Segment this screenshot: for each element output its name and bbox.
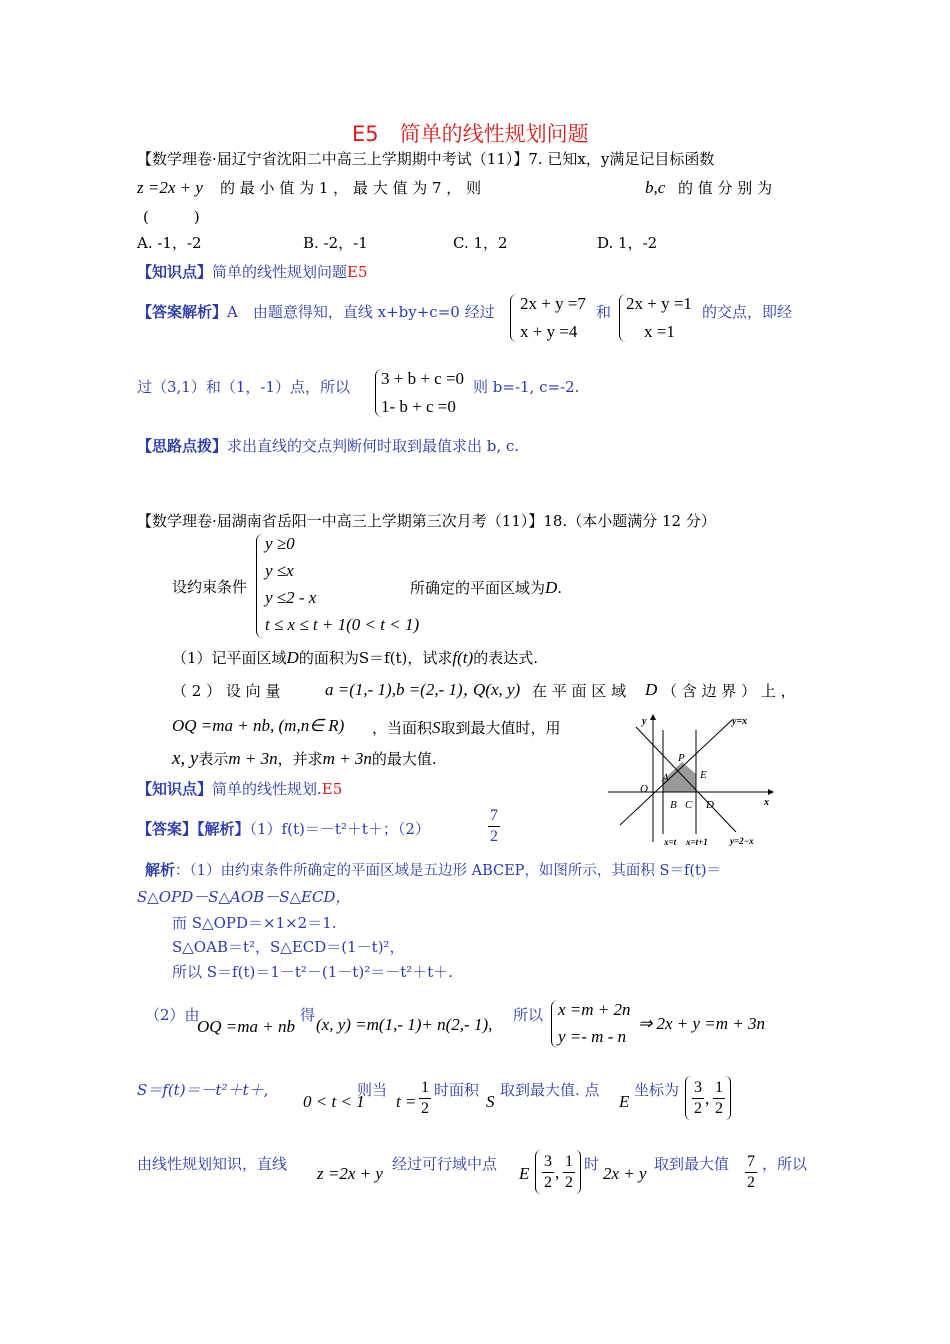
- l3-area: 时面积: [434, 1081, 480, 1099]
- sys2-eq2: x =1: [644, 322, 675, 341]
- point-b-label: B: [670, 799, 677, 811]
- x-eq-t-plus-1-label: x=t+1: [686, 837, 708, 847]
- constraint-1: y ≥0: [265, 534, 295, 553]
- question-1: [172, 648, 538, 668]
- kp-label: 【知识点】: [137, 263, 213, 281]
- l3-pt-comma: ,: [705, 1089, 710, 1108]
- ans2-num: 7: [490, 807, 498, 824]
- l4-c: 经过可行域中点: [392, 1155, 498, 1173]
- q3-c: 取到最大值时，用: [440, 719, 561, 737]
- l3-t: t =: [396, 1092, 417, 1111]
- brace-sys4: [551, 1000, 558, 1048]
- x-axis-label: x: [764, 797, 769, 808]
- q3-b: ，当面积: [372, 719, 433, 737]
- l3-pt-x-num: 3: [694, 1079, 702, 1096]
- q4-e: m + 3n: [322, 749, 372, 768]
- l4-e: E: [519, 1164, 530, 1183]
- bc-vars: b,c: [645, 178, 666, 197]
- option-c: C. 1，2: [453, 234, 508, 252]
- l3-s: S＝f(t)＝－t²＋t＋,: [137, 1081, 269, 1099]
- option-d: D. 1，-2: [597, 234, 658, 252]
- option-a: A. -1，-2: [137, 234, 202, 252]
- l4-max: 取到最大值: [654, 1155, 730, 1173]
- l4-pt-y-num: 1: [565, 1153, 573, 1170]
- q4-xy: x, y: [172, 748, 199, 769]
- problem1-line2-suffix: 的 值 分 别 为: [678, 179, 773, 197]
- answer-2: [137, 820, 430, 838]
- l4-a: 由线性规划知识，直线: [137, 1155, 288, 1173]
- l4-pt-y-den: 2: [565, 1174, 573, 1191]
- constraint-tail-text: 所确定的平面区域为: [410, 579, 546, 597]
- point-d-label: D: [706, 799, 714, 811]
- q2-boundary: （ 含 边 界 ） 上 ，: [662, 682, 796, 700]
- question-2-line1: （ 2 ） 设 向 量: [172, 682, 281, 700]
- sys4-eq1: x =m + 2n: [558, 1000, 631, 1019]
- solution-line4: S△OAB＝t²，S△ECD＝(1－t)²，: [172, 938, 405, 956]
- l3-e: E: [619, 1092, 630, 1111]
- l3-pt-y-den: 2: [715, 1100, 723, 1117]
- hint-label: 【思路点拨】: [137, 437, 228, 455]
- constraint-label: 设约束条件: [172, 578, 248, 596]
- result-text: 则 b=-1, c=-2.: [473, 378, 580, 396]
- solution-line5: 所以 S＝f(t)＝1－t²－(1－t)²＝－t²＋t＋.: [172, 963, 454, 981]
- l4-frac-den: 2: [747, 1174, 755, 1191]
- part2-lead: （2）由: [145, 1006, 200, 1024]
- l3-coord: 坐标为: [634, 1081, 680, 1099]
- sys4-eq2: y =- m - n: [558, 1027, 627, 1046]
- y-eq-2-minus-x-label: y=2−x: [730, 836, 754, 846]
- l4-pt-comma: ,: [555, 1163, 560, 1182]
- answer-paren: ( ): [143, 208, 200, 226]
- x-axis-arrow: [768, 789, 774, 795]
- ans2-frac: [488, 808, 500, 845]
- kp2-text: 简单的线性规划.: [212, 780, 322, 798]
- solution-line3: 而 S△OPD＝×1×2＝1.: [172, 914, 337, 932]
- ans-tail: 的交点，即经: [702, 303, 793, 321]
- l3-den: 2: [421, 1100, 429, 1117]
- kp-code: E5: [347, 263, 368, 281]
- constraint-3: y ≤2 - x: [265, 588, 317, 607]
- q4-d: ，并求: [277, 750, 323, 768]
- y-axis-label: y: [642, 716, 647, 727]
- l4-pt-x-num: 3: [544, 1153, 552, 1170]
- point-e-label: E: [700, 769, 707, 781]
- origin-label: O: [640, 783, 648, 795]
- q2-region-text: 在 平 面 区 域: [532, 682, 627, 700]
- p2-source-text: 【数学理卷·届湖南省岳阳一中高三上学期第三次月考（11）】18.（本小题满分 12 分）: [137, 512, 716, 530]
- sys3-eq1: 3 + b + c =0: [381, 369, 465, 388]
- q1-d: D: [286, 648, 299, 667]
- l4-pt-x-den: 2: [544, 1174, 552, 1191]
- hint-text: 求出直线的交点判断何时取到最值求出 b, c.: [227, 437, 520, 455]
- l4-expr: 2x + y: [603, 1164, 647, 1183]
- l3-s2: S: [486, 1092, 495, 1111]
- l3-num: 1: [421, 1079, 429, 1096]
- problem2-source: [137, 512, 716, 530]
- brace-sys2: [619, 294, 626, 342]
- l4-pt-x: [542, 1154, 554, 1191]
- solution-line2: S△OPD－S△AOB－S△ECD，: [137, 888, 351, 906]
- problem1-source: 【数学理卷·届辽宁省沈阳二中高三上学期期中考试（11）】7. 已知x，y满足记目标函数: [137, 150, 715, 168]
- region-d: D: [545, 578, 558, 597]
- vectors: a =(1,- 1),b =(2,- 1)，: [325, 680, 480, 699]
- part2-so: 所以: [513, 1006, 544, 1024]
- ans-text: A 由题意得知，直线 x+by+c=0 经过: [227, 303, 495, 321]
- ans2-label: 【答案】【解析】: [137, 820, 250, 838]
- l3-when: 则当: [357, 1081, 388, 1099]
- ans2-text: （1）f(t)＝－t²＋t＋；（2）: [249, 820, 430, 838]
- l4-line: z =2x + y: [317, 1164, 383, 1183]
- q4-c: m + 3n: [228, 749, 278, 768]
- kp2-code: E5: [321, 780, 343, 798]
- point-q: Q(x, y): [473, 680, 521, 699]
- q2-region-d: D: [645, 680, 658, 699]
- oq-eq: OQ =ma + nb, (m,n∈ R): [172, 716, 345, 735]
- l4-frac-num: 7: [747, 1153, 755, 1170]
- l4-pt-y: [563, 1154, 575, 1191]
- constraint-2: y ≤x: [265, 561, 294, 580]
- sys3-eq2: 1- b + c =0: [381, 397, 456, 416]
- answer-analysis-1: [137, 303, 495, 321]
- implies-eq: ⇒ 2x + y =m + 3n: [638, 1014, 766, 1033]
- kp-text: 简单的线性规划问题: [212, 263, 348, 281]
- l3-pt-x: [692, 1080, 704, 1117]
- q1-f: f(t): [452, 648, 474, 667]
- point-p-label: P: [678, 752, 685, 764]
- q1-e: 的表达式.: [473, 649, 538, 667]
- q3-s: S: [432, 718, 441, 737]
- ans2-den: 2: [490, 828, 498, 845]
- brace-sys1: [510, 294, 517, 342]
- x-eq-t-label: x=t: [664, 837, 677, 847]
- objective-function: z =2x + y: [137, 178, 203, 197]
- and-text: 和: [596, 303, 612, 321]
- brace-constraints: [256, 534, 263, 638]
- point-a-label: A: [662, 772, 669, 784]
- q1-a: （1）记平面区域: [172, 649, 287, 667]
- q4-b: 表示: [198, 750, 229, 768]
- sys2-eq1: 2x + y =1: [626, 294, 692, 313]
- part2-de: 得: [300, 1006, 316, 1024]
- l3-frac: [419, 1080, 431, 1117]
- l4-frac: [745, 1154, 757, 1191]
- q4-line: [172, 748, 437, 771]
- constraint-tail: 所确定的平面区域为D.: [410, 578, 563, 597]
- knowledge-point-1: [137, 263, 368, 281]
- q1-c: S＝f(t)，试求: [358, 649, 453, 667]
- l3-max: 取到最大值. 点: [500, 1081, 600, 1099]
- l3-pt-y: [713, 1080, 725, 1117]
- sys1-eq1: 2x + y =7: [520, 294, 586, 313]
- line-pass: 过（3,1）和（1，-1）点，所以: [137, 378, 351, 396]
- ans-label: 【答案解析】: [137, 303, 228, 321]
- problem1-line2: 的 最 小 值 为 1 ， 最 大 值 为 7 ， 则: [220, 179, 482, 197]
- solution-line1: [145, 861, 721, 880]
- l3-range: 0 < t < 1: [303, 1092, 365, 1111]
- page-title: E5 简单的线性规划问题: [352, 122, 589, 146]
- knowledge-point-2: [137, 780, 342, 798]
- sol1: ：（1）由约束条件所确定的平面区域是五边形 ABCEP，如图所示，其面积 S＝f(t)＝: [175, 863, 721, 879]
- y-eq-x-label: y=x: [732, 716, 748, 727]
- part2-eq: OQ =ma + nb: [197, 1017, 296, 1036]
- point-c-label: C: [685, 799, 693, 811]
- l4-so: ，所以: [762, 1155, 808, 1173]
- line-y-eq-2-minus-x: [636, 727, 736, 832]
- q3-text: [372, 718, 561, 738]
- q1-b: 的面积为: [298, 649, 359, 667]
- l3-pt-y-num: 1: [715, 1079, 723, 1096]
- feasible-region-figure: [608, 712, 780, 852]
- q4-f: 的最大值.: [371, 750, 437, 768]
- hint-1: [137, 437, 519, 455]
- l3-pt-x-den: 2: [694, 1100, 702, 1117]
- sys1-eq2: x + y =4: [520, 322, 578, 341]
- l4-when: 时: [584, 1155, 600, 1173]
- y-axis-arrow: [650, 714, 656, 720]
- part2-eq2: (x, y) =m(1,- 1)+ n(2,- 1),: [316, 1015, 493, 1034]
- sol-label: 解析: [145, 861, 176, 879]
- option-b: B. -2，-1: [303, 234, 368, 252]
- kp2-label: 【知识点】: [137, 780, 213, 798]
- constraint-4: t ≤ x ≤ t + 1(0 < t < 1): [265, 615, 420, 634]
